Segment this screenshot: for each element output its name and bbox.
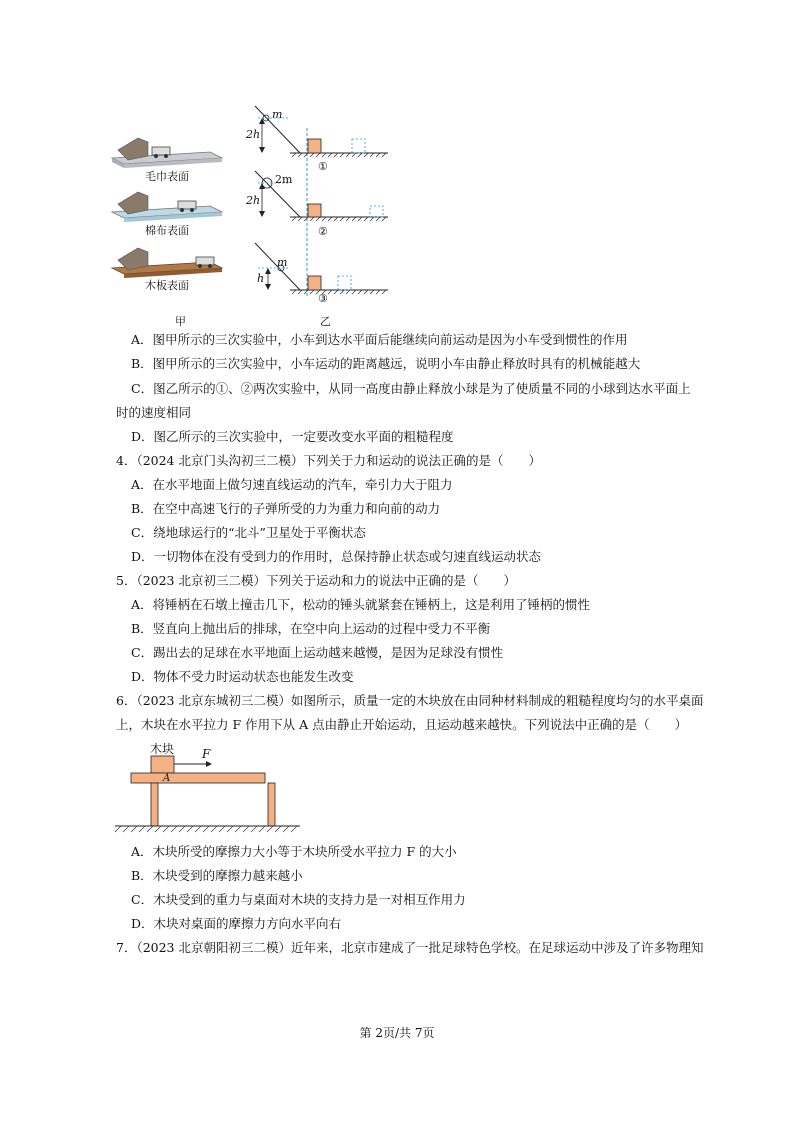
q6-stem-2: 上，木块在水平拉力 F 作用下从 A 点由静止开始运动，且运动越来越快。下列说法中正确的是（ ） [116,717,688,732]
label-cotton: 棉布表面 [145,224,189,237]
q5-stem: 5．（2023 北京初三二模）下列关于运动和力的说法中正确的是（ ） [116,573,516,588]
mass-label-1: m [272,108,283,121]
caption-jia: 甲 [175,315,186,328]
q5-option-a: A．将锤柄在石墩上撞击几下，松动的锤头就紧套在锤柄上，这是利用了锤柄的惯性 [131,597,591,612]
force-label: F [202,747,211,761]
label-towel: 毛巾表面 [145,170,189,183]
mass-label-3: m [277,256,288,269]
mass-label-2: 2m [275,173,293,186]
circle-label-3: ③ [318,292,328,305]
q6-option-a: A．木块所受的摩擦力大小等于木块所受水平拉力 F 的大小 [131,844,457,859]
label-wood: 木板表面 [145,279,189,292]
q4-option-b: B．在空中高速飞行的子弹所受的力为重力和向前的动力 [131,501,441,516]
q7-stem: 7．（2023 北京朝阳初三二模）近年来，北京市建成了一批足球特色学校。在足球运动中涉及了许多物理知 [116,940,704,955]
q4-stem: 4．（2024 北京门头沟初三二模）下列关于力和运动的说法正确的是（ ） [116,453,541,468]
caption-yi: 乙 [320,315,331,328]
q6-option-b: B．木块受到的摩擦力越来越小 [131,868,303,883]
q3-option-d: D．图乙所示的三次实验中，一定要改变水平面的粗糙程度 [131,429,454,444]
height-label-2: 2h [246,194,261,207]
height-label-3: h [257,272,265,285]
point-a-label: A [163,773,171,784]
page-footer: 第 2页/共 7页 [359,1026,435,1040]
q3-option-a: A．图甲所示的三次实验中，小车到达水平面后能继续向前运动是因为小车受到惯性的作用 [131,332,628,347]
q3-option-b: B．图甲所示的三次实验中，小车运动的距离越远，说明小车由静止释放时具有的机械能越大 [131,356,641,371]
circle-label-2: ② [318,225,328,238]
q5-option-d: D．物体不受力时运动状态也能发生改变 [131,669,354,684]
q3-option-c-cont: 时的速度相同 [116,405,192,420]
q4-option-d: D．一切物体在没有受到力的作用时，总保持静止状态或匀速直线运动状态 [131,549,542,564]
height-label-1: 2h [246,128,261,141]
q6-option-c: C．木块受到的重力与桌面对木块的支持力是一对相互作用力 [131,892,466,907]
q4-option-a: A．在水平地面上做匀速直线运动的汽车，牵引力大于阻力 [131,477,453,492]
circle-label-1: ① [318,160,328,173]
q5-option-c: C．踢出去的足球在水平地面上运动越来越慢，是因为足球没有惯性 [131,645,504,660]
q6-option-d: D．木块对桌面的摩擦力方向水平向右 [131,916,342,931]
block-label: 木块 [150,742,175,756]
q4-option-c: C．绕地球运行的“北斗”卫星处于平衡状态 [131,525,366,540]
q5-option-b: B．竖直向上抛出后的排球，在空中向上运动的过程中受力不平衡 [131,621,491,636]
q6-stem-1: 6．（2023 北京东城初三二模）如图所示，质量一定的木块放在由同种材料制成的粗糙程度均匀的水平桌面 [116,693,704,708]
q3-option-c: C．图乙所示的①、②两次实验中，从同一高度由静止释放小球是为了使质量不同的小球到达水平面上 [131,381,691,396]
